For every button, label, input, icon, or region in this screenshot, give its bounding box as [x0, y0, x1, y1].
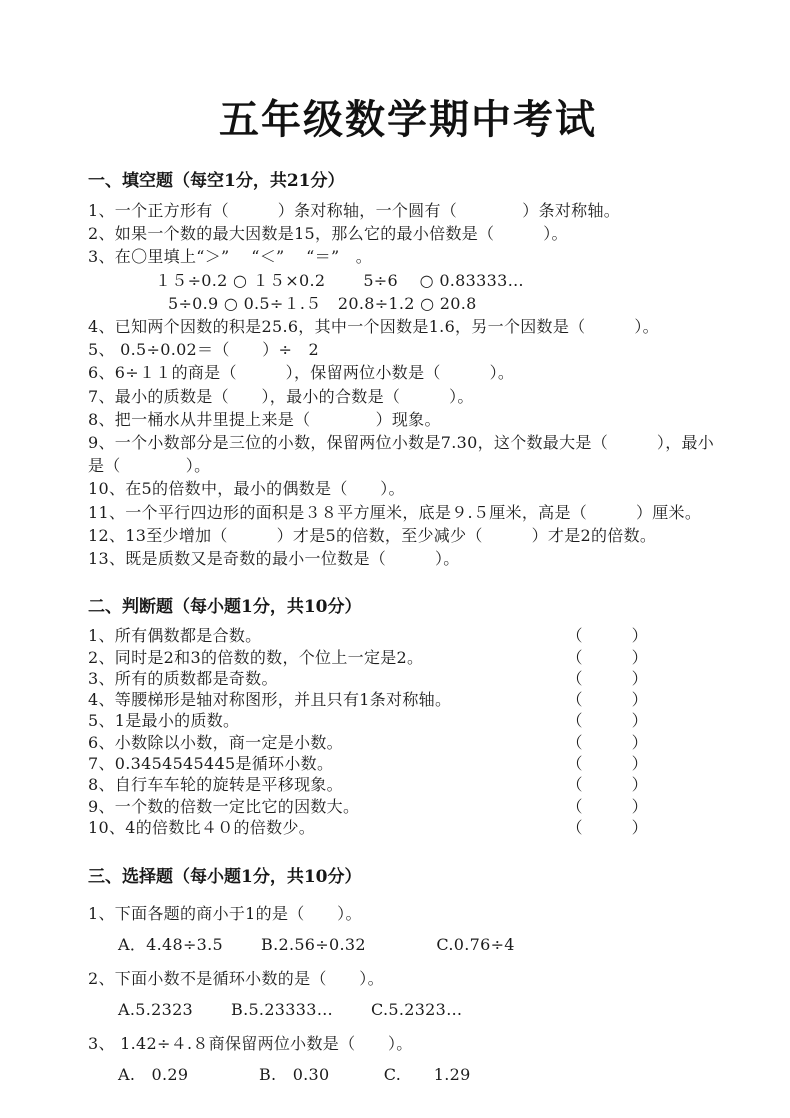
judge-question-text: 1、所有偶数都是合数。 — [88, 626, 262, 646]
judge-question-8 — [88, 774, 648, 795]
fill-question-2: 2、如果一个数的最大因数是15，那么它的最小倍数是（ ）。 — [88, 224, 568, 244]
judge-question-text: 4、等腰梯形是轴对称图形，并且只有1条对称轴。 — [88, 690, 452, 710]
judge-question-6 — [88, 732, 648, 753]
judge-question-5 — [88, 710, 648, 731]
judge-question-2 — [88, 647, 648, 668]
answer-bracket: （ ） — [566, 775, 648, 795]
judge-question-text: 5、1是最小的质数。 — [88, 711, 240, 731]
choice-question-3-options: A. 0.29 B. 0.30 C. 1.29 — [118, 1065, 471, 1085]
answer-bracket: （ ） — [566, 626, 648, 646]
fill-question-8: 8、把一桶水从井里提上来是（ ）现象。 — [88, 409, 441, 429]
choice-question-2-options: A.5.2323 B.5.23333… C.5.2323… — [118, 1000, 463, 1020]
fill-question-7: 7、最小的质数是（ ），最小的合数是（ ）。 — [88, 386, 474, 406]
choice-question-2: 2、下面小数不是循环小数的是（ ）。 — [88, 969, 384, 989]
choice-question-1-options: A．4.48÷3.5 B.2.56÷0.32 C.0.76÷4 — [118, 935, 515, 955]
judge-question-4 — [88, 689, 648, 710]
fill-question-12: 12、13至少增加（ ）才是5的倍数，至少减少（ ）才是2的倍数。 — [88, 525, 657, 545]
choice-question-3: 3、 1.42÷４.８商保留两位小数是（ ）。 — [88, 1034, 413, 1054]
section-choice-heading: 三、选择题（每小题1分，共10分） — [88, 867, 362, 888]
answer-bracket: （ ） — [566, 647, 648, 667]
answer-bracket: （ ） — [566, 796, 648, 816]
judge-question-text: 8、自行车车轮的旋转是平移现象。 — [88, 775, 343, 795]
fill-question-4: 4、已知两个因数的积是25.6，其中一个因数是1.6，另一个因数是（ ）。 — [88, 317, 659, 337]
fill-question-3: 3、在〇里填上“＞” “＜” “＝” 。 — [88, 247, 373, 267]
answer-bracket: （ ） — [566, 690, 648, 710]
fill-question-5: 5、 0.5÷0.02＝（ ）÷ 2 — [88, 340, 320, 360]
judge-question-text: 9、一个数的倍数一定比它的因数大。 — [88, 796, 360, 816]
fill-question-3-compare-line-2: 5÷0.9 ○ 0.5÷１.５ 20.8÷1.2 ○ 20.8 — [168, 293, 477, 313]
judge-question-text: 6、小数除以小数，商一定是小数。 — [88, 732, 343, 752]
page-title: 五年级数学期中考试 — [219, 96, 597, 143]
fill-question-9: 9、一个小数部分是三位的小数，保留两位小数是7.30，这个数最大是（ ），最小是（ ）。 — [88, 433, 715, 476]
answer-bracket: （ ） — [566, 754, 648, 774]
answer-bracket: （ ） — [566, 817, 648, 837]
answer-bracket: （ ） — [566, 668, 648, 688]
section-judge-heading: 二、判断题（每小题1分，共10分） — [88, 597, 362, 618]
section-fill-heading: 一、填空题（每空1分，共21分） — [88, 171, 345, 191]
judge-question-text: 10、4的倍数比４０的倍数少。 — [88, 817, 316, 837]
fill-question-10: 10、在5的倍数中，最小的偶数是（ ）。 — [88, 479, 405, 499]
fill-question-11: 11、一个平行四边形的面积是３８平方厘米，底是９.５厘米，高是（ ）厘米。 — [88, 502, 702, 522]
fill-question-1: 1、一个正方形有（ ）条对称轴，一个圆有（ ）条对称轴。 — [88, 201, 621, 220]
judge-question-text: 2、同时是2和3的倍数的数，个位上一定是2。 — [88, 647, 424, 667]
judge-question-text: 3、所有的质数都是奇数。 — [88, 668, 278, 688]
section-multiple-choice — [88, 862, 728, 1086]
answer-bracket: （ ） — [566, 732, 648, 752]
judge-question-10 — [88, 817, 648, 838]
choice-question-1: 1、下面各题的商小于1的是（ ）。 — [88, 904, 362, 924]
judge-question-text: 7、0.3454545445是循环小数。 — [88, 754, 334, 774]
fill-question-6: 6、6÷１１的商是（ ），保留两位小数是（ ）。 — [88, 363, 515, 383]
judge-question-9 — [88, 796, 648, 817]
fill-question-3-compare-line-1: １５÷0.2 ○ １５×0.2 5÷6 ○ 0.83333… — [155, 270, 524, 290]
section-true-false — [88, 592, 728, 838]
section-fill-in-blanks — [88, 166, 728, 570]
answer-bracket: （ ） — [566, 711, 648, 731]
judge-question-3 — [88, 668, 648, 689]
fill-question-13: 13、既是质数又是奇数的最小一位数是（ ）。 — [88, 549, 460, 569]
judge-question-7 — [88, 753, 648, 774]
judge-question-1 — [88, 625, 648, 646]
